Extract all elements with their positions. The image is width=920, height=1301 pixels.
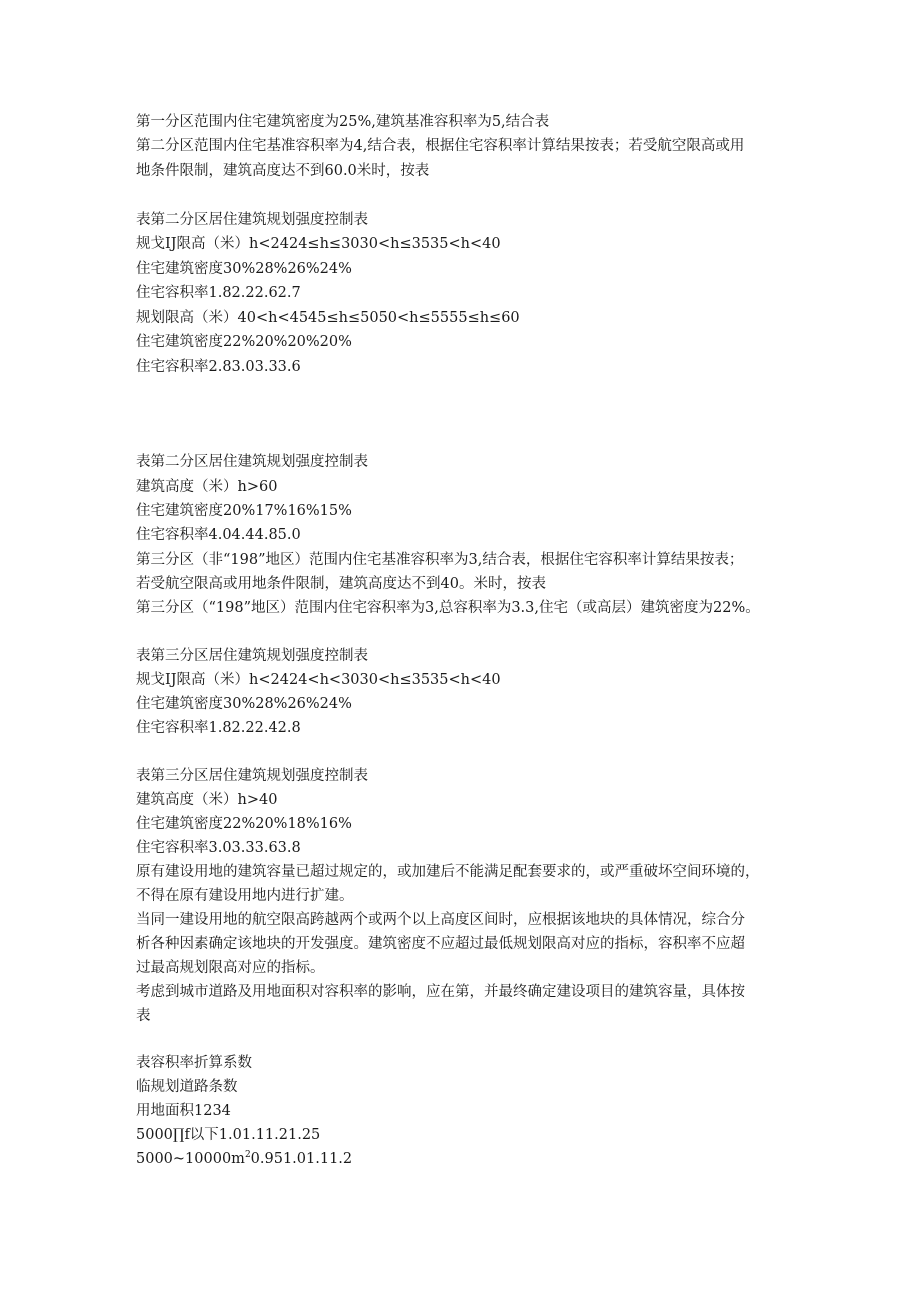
table-row-area-small: 5000∏f以下1.01.11.21.25 — [136, 1127, 321, 1143]
table-row-far: 住宅容积率3.03.33.63.8 — [136, 840, 301, 856]
paragraph-road-impact-end: 表 — [136, 1008, 151, 1024]
paragraph-existing-land-cont: 不得在原有建设用地内进行扩建。 — [136, 888, 354, 904]
paragraph-zone2-ratio-cont: 地条件限制，建筑高度达不到60.0米时，按表 — [136, 163, 430, 179]
table-row-far: 住宅容积率2.83.03.33.6 — [136, 359, 301, 375]
paragraph-aviation-limit: 当同一建设用地的航空限高跨越两个或两个以上高度区间时，应根据该地块的具体情况，综合分 — [136, 912, 745, 928]
table-row-building-height: 建筑高度（米）h>40 — [136, 792, 278, 808]
paragraph-zone3-non198: 第三分区（非“198”地区）范围内住宅基准容积率为3,结合表，根据住宅容积率计算结果按表； — [136, 552, 744, 568]
paragraph-zone1-density: 第一分区范围内住宅建筑密度为25%,建筑基准容积率为5,结合表 — [136, 114, 550, 130]
paragraph-aviation-limit-cont: 析各种因素确定该地块的开发强度。建筑密度不应超过最低规划限高对应的指标，容积率不应超 — [136, 936, 745, 952]
paragraph-zone3-198: 第三分区（“198”地区）范围内住宅容积率为3,总容积率为3.3,住宅（或高层）建筑密度为22%。 — [136, 600, 760, 616]
table-row-height-limit: 规戈IJ限高（米）h<2424≤h≤3030<h≤3535<h<40 — [136, 236, 501, 252]
table-row-road-count: 临规划道路条数 — [136, 1079, 238, 1095]
table-row-area-medium — [136, 1149, 796, 1169]
paragraph-aviation-limit-end: 过最高规划限高对应的指标。 — [136, 960, 325, 976]
table-title-zone3-high: 表第三分区居住建筑规划强度控制表 — [136, 768, 368, 784]
table-title-zone2: 表第二分区居住建筑规划强度控制表 — [136, 212, 368, 228]
area-unit-superscript: 2 — [244, 1150, 251, 1161]
table-title-zone2-high: 表第二分区居住建筑规划强度控制表 — [136, 454, 368, 470]
paragraph-existing-land: 原有建设用地的建筑容量已超过规定的，或加建后不能满足配套要求的，或严重破坏空间环境的， — [136, 864, 760, 880]
table-row-height-limit: 规戈IJ限高（米）h<2424<h<3030<h≤3535<h<40 — [136, 672, 501, 688]
table-row-density: 住宅建筑密度22%20%20%20% — [136, 334, 352, 350]
paragraph-road-impact: 考虑到城市道路及用地面积对容积率的影响，应在第，并最终确定建设项目的建筑容量，具体按 — [136, 984, 745, 1000]
table-row-building-height: 建筑高度（米）h>60 — [136, 479, 278, 495]
table-row-density: 住宅建筑密度22%20%18%16% — [136, 816, 352, 832]
table-row-density: 住宅建筑密度30%28%26%24% — [136, 696, 352, 712]
table-row-land-area: 用地面积1234 — [136, 1103, 231, 1119]
table-row-far: 住宅容积率1.82.22.42.8 — [136, 720, 301, 736]
table-row-far: 住宅容积率4.04.44.85.0 — [136, 527, 301, 543]
coefficient-values: 0.951.01.11.2 — [250, 1151, 353, 1167]
table-row-density: 住宅建筑密度20%17%16%15% — [136, 503, 352, 519]
table-row-height-limit: 规划限高（米）40<h<4545≤h≤5050<h≤5555≤h≤60 — [136, 310, 520, 326]
table-row-density: 住宅建筑密度30%28%26%24% — [136, 261, 352, 277]
table-title-conversion: 表容积率折算系数 — [136, 1055, 252, 1071]
table-title-zone3: 表第三分区居住建筑规划强度控制表 — [136, 648, 368, 664]
table-row-far: 住宅容积率1.82.22.62.7 — [136, 285, 301, 301]
area-range-text: 5000~10000m — [136, 1151, 245, 1167]
paragraph-zone2-ratio: 第二分区范围内住宅基准容积率为4,结合表，根据住宅容积率计算结果按表；若受航空限高或用 — [136, 138, 745, 154]
paragraph-zone3-non198-cont: 若受航空限高或用地条件限制，建筑高度达不到40。米时，按表 — [136, 576, 546, 592]
